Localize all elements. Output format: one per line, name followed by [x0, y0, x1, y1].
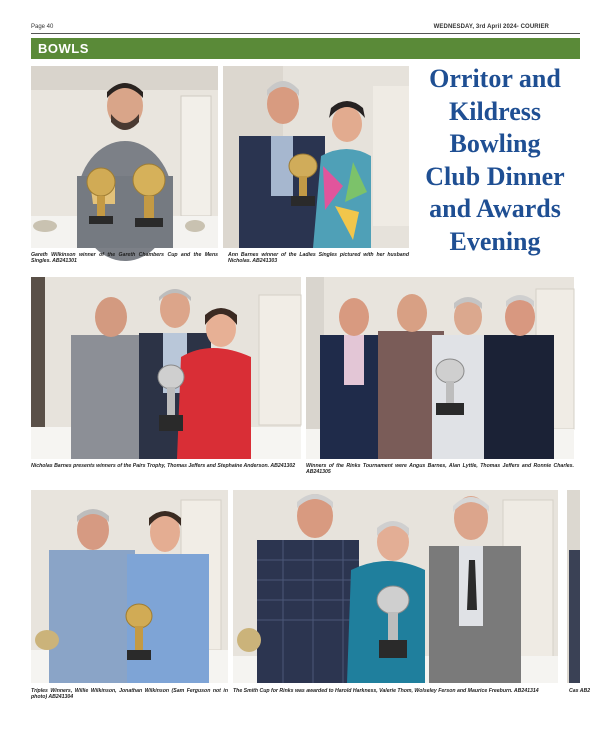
- photo-caption: Cas AB2: [569, 688, 590, 694]
- photo-smith-cup: [233, 490, 558, 683]
- headline-line: Club Dinner: [425, 161, 565, 191]
- headline-line: Orritor and: [429, 64, 561, 93]
- photo-cropped: [567, 490, 580, 683]
- photo-caption: Winners of the Rinks Tournament were Angus Barnes, Alan Lyttle, Thomas Jeffers and Ronnie Charles. AB241305: [306, 463, 574, 476]
- headline-line: Bowling: [449, 129, 541, 158]
- photo-rinks-tournament: [306, 277, 574, 459]
- photo-caption: Gareth Wilkinson winner of the Gareth Chambers Cup and the Mens Singles. AB241301: [31, 252, 218, 265]
- photo-caption: Nicholas Barnes presents winners of the Pairs Trophy, Thomas Jeffers and Stephaine Anderson. AB241302: [31, 463, 296, 469]
- headline: [410, 63, 580, 258]
- headline-line: Kildress: [449, 96, 541, 126]
- photo-gareth-wilkinson: [31, 66, 218, 248]
- section-label: BOWLS: [38, 41, 89, 56]
- photo-caption: Ann Barnes winner of the Ladies Singles pictured with her husband Nicholas. AB241303: [228, 252, 409, 265]
- photo-triples-winners: [31, 490, 228, 683]
- page-number: Page 40: [31, 24, 54, 30]
- headline-line: Evening: [449, 226, 541, 256]
- header-rule: [31, 33, 580, 34]
- section-bar: [31, 38, 580, 59]
- photo-ann-barnes: [223, 66, 409, 248]
- photo-caption: Triples Winners, Willie Wilkinson, Jonathan Wilkinson (Sam Ferguson not in photo) AB241304: [31, 688, 228, 701]
- headline-line: and Awards: [429, 194, 561, 223]
- photo-caption: The Smith Cup for Rinks was awarded to Harold Harkness, Valerie Thom, Wolseley Ferson and Maurice Freeburn. AB241314: [233, 688, 539, 694]
- masthead: WEDNESDAY, 3rd April 2024- COURIER: [433, 24, 549, 30]
- photo-pairs-trophy: [31, 277, 301, 459]
